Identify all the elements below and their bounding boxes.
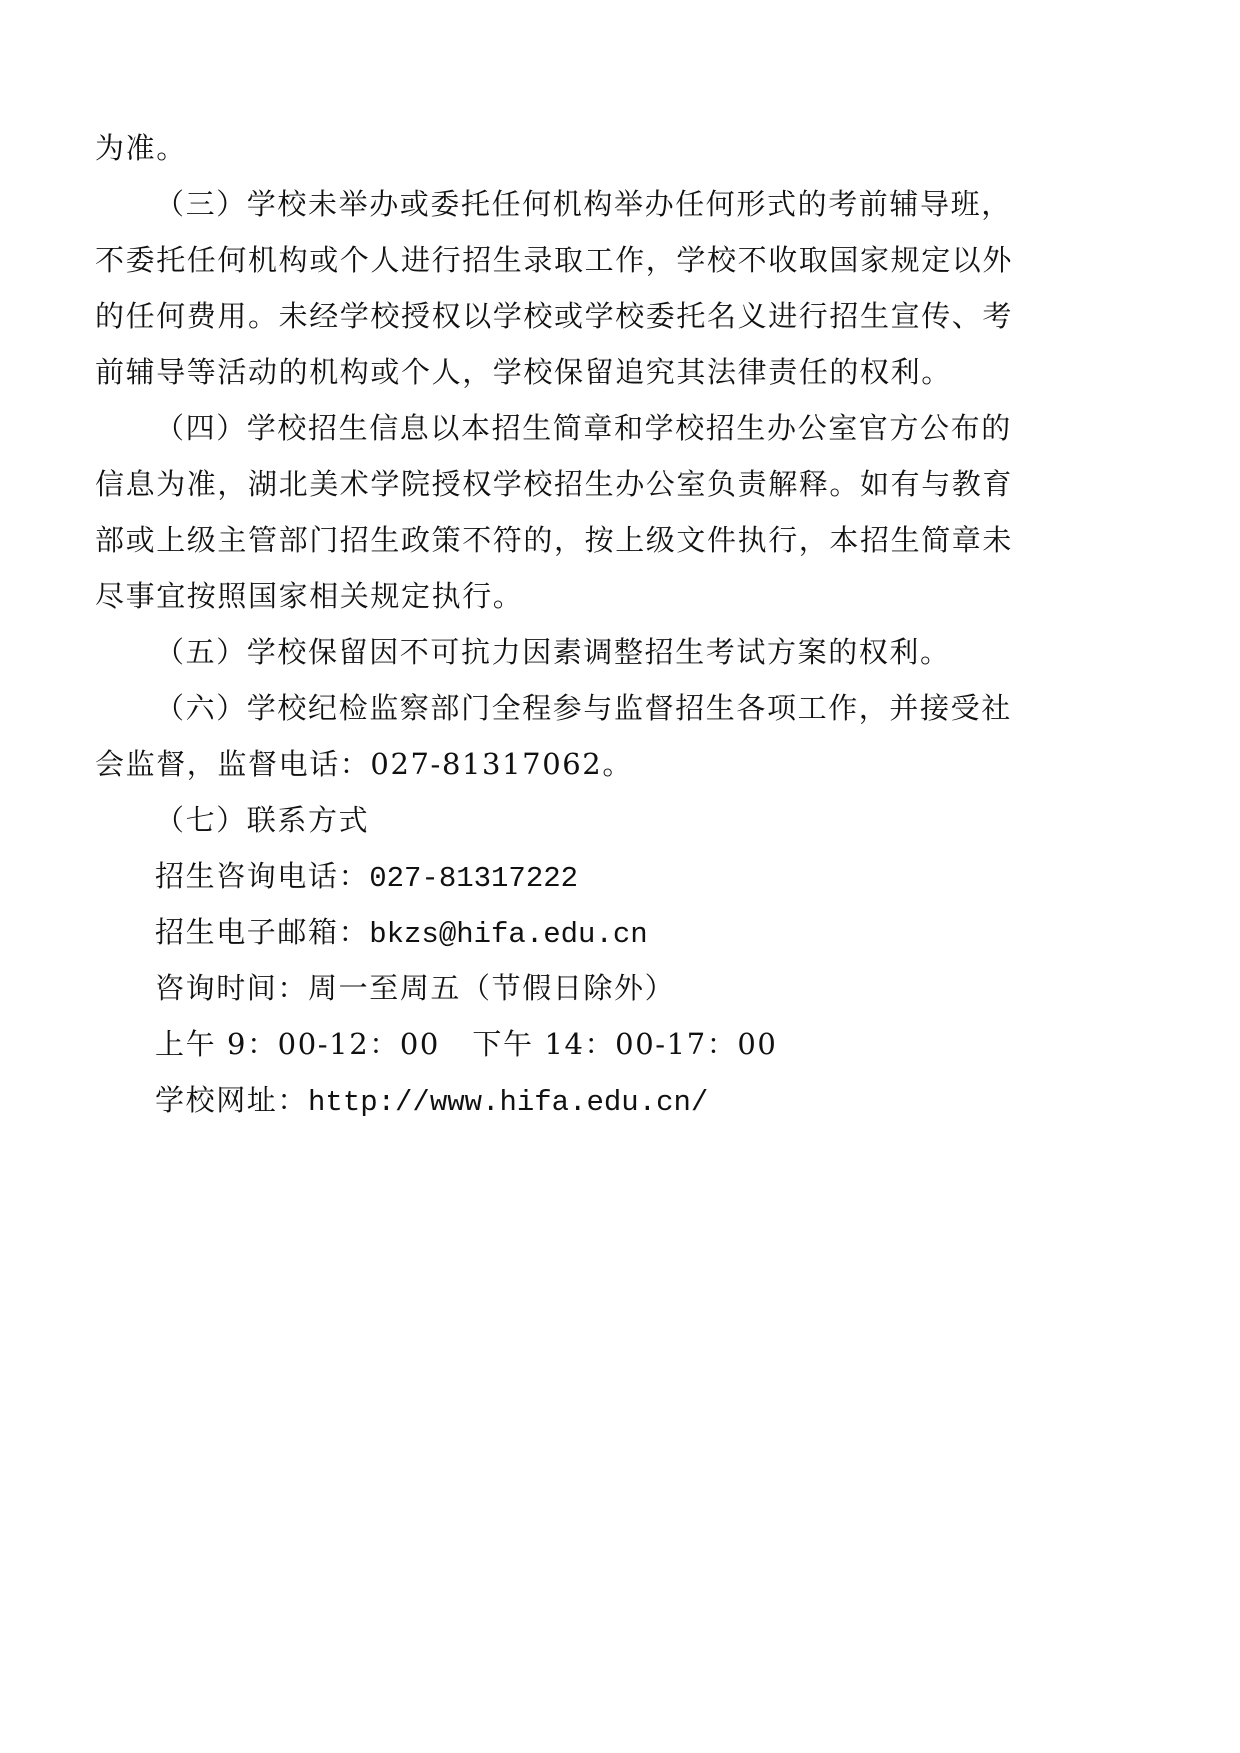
paragraph-3-line-2: 不委托任何机构或个人进行招生录取工作，学校不收取国家规定以外: [95, 243, 1014, 277]
paragraph-3-line-1: （三）学校未举办或委托任何机构举办任何形式的考前辅导班，: [155, 187, 1012, 221]
document-page: [95, 128, 1014, 1136]
contact-hours-label: 咨询时间：: [155, 971, 309, 1005]
paragraph-6-line-1: （六）学校纪检监察部门全程参与监督招生各项工作，并接受社: [155, 691, 1012, 725]
contact-email-link[interactable]: bkzs@hifa.edu.cn: [369, 918, 648, 951]
paragraph-4-line-1: （四）学校招生信息以本招生简章和学校招生办公室官方公布的: [155, 411, 1012, 445]
paragraph-3-line-4: 前辅导等活动的机构或个人，学校保留追究其法律责任的权利。: [95, 355, 952, 389]
contact-schedule-value: 上午 9：00-12：00 下午 14：00-17：00: [155, 1027, 778, 1061]
paragraph-6-line-2: 会监督，监督电话：027-81317062。: [95, 747, 633, 781]
paragraph-4-line-3: 部或上级主管部门招生政策不符的，按上级文件执行，本招生简章未: [95, 523, 1014, 557]
contact-email-label: 招生电子邮箱：: [155, 915, 370, 949]
paragraph-4: [95, 408, 1014, 632]
contact-website-row: [95, 1080, 995, 1136]
paragraph-5: [95, 632, 995, 688]
contact-phone-row: [95, 856, 995, 912]
contact-hours-value: 周一至周五（节假日除外）: [308, 971, 676, 1005]
paragraph-6: [95, 688, 1012, 800]
contact-phone-value: 027-81317222: [369, 862, 579, 895]
contact-section-heading: （七）联系方式: [155, 803, 370, 837]
paragraph-5-line-1: （五）学校保留因不可抗力因素调整招生考试方案的权利。: [155, 635, 951, 669]
contact-email-row: [95, 912, 995, 968]
contact-schedule-row: [95, 1024, 995, 1080]
contact-info: [95, 856, 995, 1136]
paragraph-2-tail-line: 为准。: [95, 131, 187, 165]
contact-website-label: 学校网址：: [155, 1083, 309, 1117]
contact-phone-label: 招生咨询电话：: [155, 859, 370, 893]
paragraph-4-line-2: 信息为准，湖北美术学院授权学校招生办公室负责解释。如有与教育: [95, 467, 1014, 501]
contact-hours-row: [95, 968, 995, 1024]
paragraph-3: [95, 184, 1014, 408]
paragraph-3-line-3: 的任何费用。未经学校授权以学校或学校委托名义进行招生宣传、考: [95, 299, 1014, 333]
contact-website-link[interactable]: http://www.hifa.edu.cn/: [308, 1086, 709, 1119]
paragraph-4-line-4: 尽事宜按照国家相关规定执行。: [95, 579, 524, 613]
